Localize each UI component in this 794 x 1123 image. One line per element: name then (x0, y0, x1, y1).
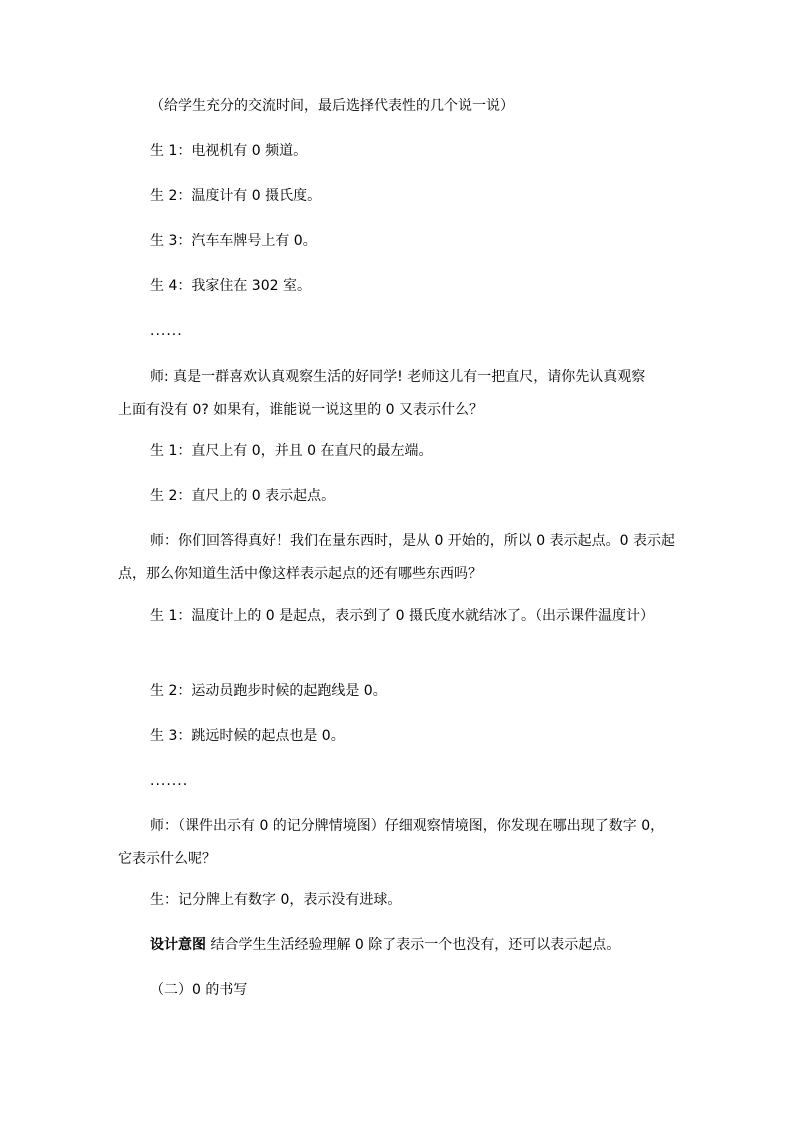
paragraph-ellipsis-2: ....... (150, 773, 189, 789)
paragraph-ellipsis-1: ...... (150, 323, 183, 339)
paragraph-student-4-room: 生 4：我家住在 302 室。 (150, 278, 311, 294)
paragraph-student-scoreboard: 生：记分牌上有数字 0，表示没有进球。 (150, 892, 402, 908)
paragraph-design-intent (150, 935, 620, 955)
paragraph-student-2-start-point: 生 2：直尺上的 0 表示起点。 (150, 488, 336, 504)
paragraph-exchange-time: （给学生充分的交流时间，最后选择代表性的几个说一说） (150, 98, 514, 114)
paragraph-teacher-start-point: 师：你们回答得真好！我们在量东西时，是从 0 开始的，所以 0 表示起点。0 表示起点，那么你知道生活中像这样表示起点的还有哪些东西吗？ (118, 533, 675, 582)
paragraph-student-2-start-line: 生 2：运动员跑步时候的起跑线是 0。 (150, 683, 387, 699)
design-intent-label: 设计意图 (150, 937, 206, 953)
paragraph-teacher-scoreboard: 师：（课件出示有 0 的记分牌情境图）仔细观察情境图，你发现在哪出现了数字 0，它表示什么呢？ (118, 818, 665, 867)
paragraph-teacher-ruler-question: 师: 真是一群喜欢认真观察生活的好同学! 老师这儿有一把直尺，请你先认真观察上面有没有 0? 如果有，谁能说一说这里的 0 又表示什么？ (118, 369, 646, 418)
paragraph-student-1-thermometer-zero: 生 1：温度计上的 0 是起点，表示到了 0 摄氏度水就结冰了。（出示课件温度计） (150, 608, 654, 624)
design-intent-text: 结合学生生活经验理解 0 除了表示一个也没有，还可以表示起点。 (210, 937, 621, 953)
paragraph-student-3-license-plate: 生 3：汽车车牌号上有 0。 (150, 233, 317, 249)
paragraph-student-1-tv: 生 1：电视机有 0 频道。 (150, 143, 308, 159)
paragraph-student-1-ruler: 生 1：直尺上有 0，并且 0 在直尺的最左端。 (150, 443, 433, 459)
paragraph-student-3-long-jump: 生 3：跳远时候的起点也是 0。 (150, 728, 345, 744)
section-heading-writing-zero: （二）0 的书写 (150, 982, 248, 998)
paragraph-student-2-thermometer: 生 2：温度计有 0 摄氏度。 (150, 188, 322, 204)
